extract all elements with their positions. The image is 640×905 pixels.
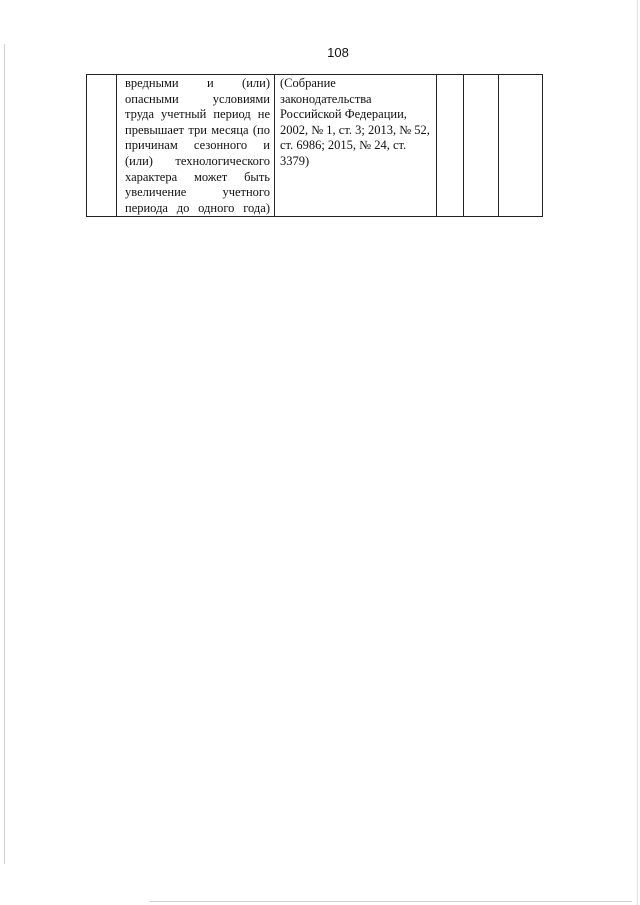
page-number: 108 bbox=[327, 45, 349, 60]
legal-source-line: ст. 6986; 2015, № 24, ст. bbox=[280, 138, 407, 153]
requirement-text-line: опасными условиями bbox=[125, 91, 270, 106]
empty-cell-4 bbox=[437, 75, 464, 217]
legal-source-line: Российской Федерации, bbox=[280, 107, 407, 122]
requirement-text-line: труда учетный период не bbox=[125, 107, 270, 122]
empty-cell-6 bbox=[499, 75, 543, 217]
legal-source-cell bbox=[275, 75, 437, 217]
requirement-text bbox=[117, 75, 274, 216]
legal-source-line: 2002, № 1, ст. 3; 2013, № 52, bbox=[280, 122, 430, 137]
requirement-text-cell bbox=[117, 75, 275, 217]
requirements-table bbox=[86, 74, 543, 217]
scan-edge-right bbox=[637, 0, 638, 905]
scan-edge-bottom bbox=[150, 901, 632, 902]
legal-source-line: 3379) bbox=[280, 153, 310, 168]
empty-cell-5 bbox=[464, 75, 499, 217]
requirement-text-line: увеличение учетного bbox=[125, 185, 270, 200]
legal-source-line: (Собрание bbox=[280, 76, 336, 90]
requirement-text-line: периода до одного года) bbox=[125, 200, 270, 215]
legal-source-line: законодательства bbox=[280, 91, 372, 106]
row-number-cell bbox=[87, 75, 117, 217]
requirement-text-line: вредными и (или) bbox=[125, 76, 270, 90]
requirement-text-line: превышает три месяца (по bbox=[125, 122, 270, 137]
table-row bbox=[87, 75, 543, 217]
scan-edge-left bbox=[4, 44, 5, 864]
requirement-text-line: (или) технологического bbox=[125, 153, 270, 168]
legal-source-text bbox=[275, 75, 436, 170]
requirement-text-line: характера может быть bbox=[125, 169, 270, 184]
requirement-text-line: причинам сезонного и bbox=[125, 138, 270, 153]
